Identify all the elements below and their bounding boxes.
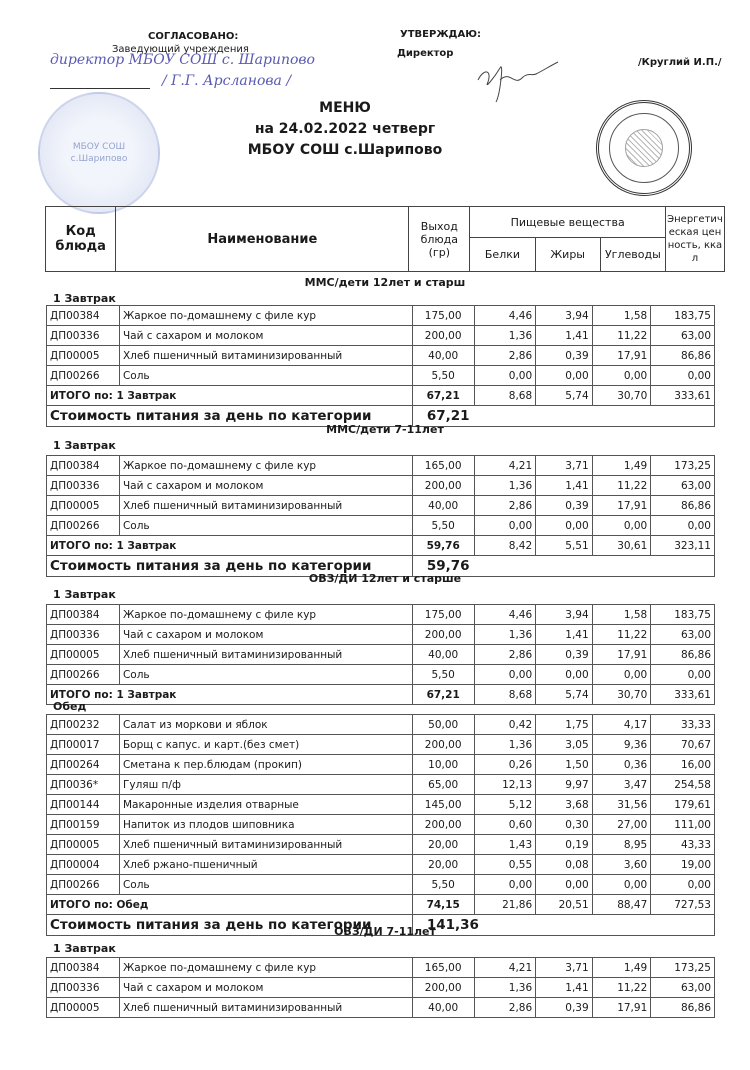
category-title: ММС/дети 12лет и старш [304,276,466,289]
total-fats: 5,74 [536,685,593,705]
dish-proteins: 0,60 [474,815,536,835]
dish-proteins: 4,46 [474,306,536,326]
dish-name: Хлеб пшеничный витаминизированный [119,346,412,366]
dish-output: 65,00 [412,775,474,795]
dish-carbs: 11,22 [592,978,651,998]
header-code: Код блюда [46,207,116,272]
category-title: ММС/дети 7-11лет [326,423,444,436]
header-energy: Энергетическая ценность, ккал [665,207,724,272]
dish-output: 5,50 [412,366,474,386]
dish-carbs: 1,58 [592,306,651,326]
dish-output: 5,50 [412,665,474,685]
dish-carbs: 17,91 [592,645,651,665]
dish-fats: 0,00 [536,516,593,536]
dish-proteins: 0,42 [474,715,536,735]
dish-code: ДП00266 [47,516,120,536]
title-line-1: МЕНЮ [319,100,371,116]
dish-output: 40,00 [412,346,474,366]
dish-name: Напиток из плодов шиповника [119,815,412,835]
dish-proteins: 0,00 [474,665,536,685]
dish-output: 175,00 [412,306,474,326]
total-proteins: 21,86 [474,895,536,915]
dish-code: ДП00266 [47,665,120,685]
dish-carbs: 9,36 [592,735,651,755]
dish-fats: 0,39 [536,496,593,516]
dish-fats: 3,68 [536,795,593,815]
dish-code: ДП00005 [47,998,120,1018]
dish-carbs: 0,00 [592,366,651,386]
dish-proteins: 5,12 [474,795,536,815]
dish-proteins: 2,86 [474,645,536,665]
menu-table-section-4 [46,957,715,1018]
total-label: ИТОГО по: 1 Завтрак [47,386,413,406]
dish-carbs: 17,91 [592,346,651,366]
dish-proteins: 0,00 [474,366,536,386]
menu-table-section-3-breakfast [46,604,715,705]
total-label: ИТОГО по: Обед [47,895,413,915]
dish-output: 165,00 [412,958,474,978]
dish-code: ДП00336 [47,625,120,645]
dish-code: ДП00005 [47,835,120,855]
table-row [47,875,715,895]
dish-output: 5,50 [412,875,474,895]
dish-energy: 19,00 [651,855,715,875]
table-row [47,978,715,998]
table-row [47,855,715,875]
dish-energy: 0,00 [651,875,715,895]
dish-output: 40,00 [412,496,474,516]
dish-proteins: 0,55 [474,855,536,875]
header-carbs: Углеводы [600,238,665,272]
dish-fats: 1,41 [536,978,593,998]
table-row [47,496,715,516]
page-title [195,98,495,161]
title-line-3: МБОУ СОШ с.Шарипово [247,142,443,158]
dish-name: Хлеб пшеничный витаминизированный [119,835,412,855]
total-row [47,685,715,705]
dish-output: 40,00 [412,998,474,1018]
table-row [47,346,715,366]
dish-carbs: 3,60 [592,855,651,875]
total-proteins: 8,68 [474,685,536,705]
dish-carbs: 17,91 [592,998,651,1018]
dish-proteins: 1,36 [474,476,536,496]
total-label: ИТОГО по: 1 Завтрак [47,685,413,705]
dish-energy: 183,75 [651,306,715,326]
dish-code: ДП00159 [47,815,120,835]
dish-fats: 3,05 [536,735,593,755]
handwritten-name: / Г.Г. Арсланова / [162,73,292,89]
table-row [47,306,715,326]
dish-fats: 0,39 [536,998,593,1018]
dish-name: Сметана к пер.блюдам (прокип) [119,755,412,775]
header-name: Наименование [116,207,409,272]
dish-fats: 1,75 [536,715,593,735]
dish-output: 200,00 [412,815,474,835]
header-proteins: Белки [470,238,535,272]
dish-proteins: 1,36 [474,326,536,346]
dish-code: ДП00384 [47,958,120,978]
cost-label: Стоимость питания за день по категории [47,406,413,427]
total-energy: 727,53 [651,895,715,915]
total-energy: 333,61 [651,386,715,406]
dish-fats: 0,30 [536,815,593,835]
dish-name: Чай с сахаром и молоком [119,326,412,346]
meal-title: Обед [53,700,87,713]
approval-right-title: УТВЕРЖДАЮ: [400,29,481,40]
total-row [47,386,715,406]
dish-name: Хлеб пшеничный витаминизированный [119,496,412,516]
meal-title: 1 Завтрак [53,942,116,955]
dish-energy: 86,86 [651,496,715,516]
dish-energy: 63,00 [651,326,715,346]
dish-fats: 3,71 [536,456,593,476]
approval-left-position: Заведующий учреждения [112,44,249,55]
dish-fats: 0,39 [536,346,593,366]
dish-energy: 86,86 [651,998,715,1018]
dish-proteins: 1,36 [474,735,536,755]
dish-code: ДП00017 [47,735,120,755]
dish-name: Гуляш п/ф [119,775,412,795]
dish-proteins: 0,00 [474,875,536,895]
cost-value: 59,76 [412,556,714,577]
dish-fats: 3,71 [536,958,593,978]
dish-name: Чай с сахаром и молоком [119,978,412,998]
dish-fats: 1,50 [536,755,593,775]
dish-energy: 33,33 [651,715,715,735]
dish-energy: 63,00 [651,978,715,998]
dish-code: ДП00384 [47,456,120,476]
dish-fats: 1,41 [536,326,593,346]
dish-carbs: 17,91 [592,496,651,516]
dish-name: Соль [119,665,412,685]
dish-name: Жаркое по-домашнему с филе кур [119,958,412,978]
official-stamp-right [596,100,692,196]
dish-fats: 9,97 [536,775,593,795]
dish-carbs: 0,36 [592,755,651,775]
dish-carbs: 1,49 [592,456,651,476]
cost-value: 141,36 [412,915,714,936]
dish-proteins: 12,13 [474,775,536,795]
dish-proteins: 2,86 [474,346,536,366]
dish-name: Борщ с капус. и карт.(без смет) [119,735,412,755]
dish-name: Жаркое по-домашнему с филе кур [119,456,412,476]
dish-name: Жаркое по-домашнему с филе кур [119,306,412,326]
dish-fats: 0,39 [536,645,593,665]
header-nutrients: Пищевые вещества [470,207,666,238]
dish-proteins: 1,36 [474,978,536,998]
total-fats: 5,51 [536,536,593,556]
total-carbs: 30,70 [592,386,651,406]
dish-energy: 16,00 [651,755,715,775]
dish-code: ДП00336 [47,326,120,346]
dish-output: 10,00 [412,755,474,775]
approval-right-name: /Круглий И.П./ [638,57,722,68]
dish-proteins: 0,00 [474,516,536,536]
menu-table-section-1 [46,305,715,427]
total-fats: 5,74 [536,386,593,406]
menu-table-section-2 [46,455,715,577]
school-stamp-left [38,92,160,214]
dish-energy: 0,00 [651,665,715,685]
menu-table-section-3-lunch [46,714,715,936]
category-title: ОВЗ/ДИ 7-11лет [334,925,436,938]
dish-name: Хлеб пшеничный витаминизированный [119,998,412,1018]
dish-code: ДП0036* [47,775,120,795]
dish-energy: 111,00 [651,815,715,835]
cost-label: Стоимость питания за день по категории [47,915,413,936]
table-row [47,835,715,855]
dish-output: 5,50 [412,516,474,536]
table-row [47,958,715,978]
table-row [47,715,715,735]
dish-name: Макаронные изделия отварные [119,795,412,815]
dish-energy: 70,67 [651,735,715,755]
dish-fats: 0,00 [536,665,593,685]
total-label: ИТОГО по: 1 Завтрак [47,536,413,556]
dish-name: Чай с сахаром и молоком [119,476,412,496]
header-output: Выход блюда (гр) [409,207,470,272]
dish-code: ДП00144 [47,795,120,815]
approval-right-position: Директор [397,48,454,59]
dish-proteins: 0,26 [474,755,536,775]
table-row [47,326,715,346]
dish-carbs: 3,47 [592,775,651,795]
dish-code: ДП00336 [47,476,120,496]
dish-name: Салат из моркови и яблок [119,715,412,735]
dish-output: 50,00 [412,715,474,735]
dish-carbs: 11,22 [592,476,651,496]
dish-output: 145,00 [412,795,474,815]
total-fats: 20,51 [536,895,593,915]
dish-proteins: 1,36 [474,625,536,645]
dish-energy: 0,00 [651,366,715,386]
signature-line [50,88,150,89]
dish-name: Чай с сахаром и молоком [119,625,412,645]
dish-fats: 1,41 [536,625,593,645]
table-row [47,815,715,835]
dish-carbs: 11,22 [592,625,651,645]
dish-proteins: 1,43 [474,835,536,855]
dish-fats: 0,00 [536,875,593,895]
dish-output: 200,00 [412,476,474,496]
total-proteins: 8,42 [474,536,536,556]
dish-code: ДП00232 [47,715,120,735]
dish-proteins: 4,21 [474,958,536,978]
header-fats: Жиры [535,238,600,272]
dish-carbs: 1,49 [592,958,651,978]
dish-energy: 183,75 [651,605,715,625]
dish-carbs: 11,22 [592,326,651,346]
dish-code: ДП00005 [47,346,120,366]
dish-energy: 86,86 [651,645,715,665]
dish-name: Жаркое по-домашнему с филе кур [119,605,412,625]
dish-fats: 3,94 [536,605,593,625]
table-row [47,755,715,775]
title-line-2: на 24.02.2022 четверг [254,121,436,137]
dish-energy: 43,33 [651,835,715,855]
dish-output: 20,00 [412,855,474,875]
total-energy: 333,61 [651,685,715,705]
handwritten-position: директор МБОУ СОШ с. Шарипово [50,52,315,68]
dish-carbs: 0,00 [592,516,651,536]
dish-fats: 0,19 [536,835,593,855]
total-output: 67,21 [412,685,474,705]
dish-output: 40,00 [412,645,474,665]
stamp-text: МБОУ СОШ с.Шарипово [70,142,128,164]
dish-carbs: 0,00 [592,665,651,685]
table-row [47,605,715,625]
table-row [47,775,715,795]
table-row [47,795,715,815]
total-proteins: 8,68 [474,386,536,406]
total-row [47,895,715,915]
total-energy: 323,11 [651,536,715,556]
dish-output: 165,00 [412,456,474,476]
dish-name: Хлеб ржано-пшеничный [119,855,412,875]
dish-code: ДП00266 [47,366,120,386]
dish-energy: 63,00 [651,625,715,645]
total-output: 74,15 [412,895,474,915]
dish-energy: 0,00 [651,516,715,536]
table-row [47,476,715,496]
table-row [47,456,715,476]
dish-name: Соль [119,516,412,536]
dish-proteins: 2,86 [474,496,536,516]
total-output: 59,76 [412,536,474,556]
table-row [47,665,715,685]
category-title: ОВЗ/ДИ 12лет и старше [308,572,462,585]
dish-output: 200,00 [412,978,474,998]
dish-carbs: 1,58 [592,605,651,625]
meal-title: 1 Завтрак [53,439,116,452]
meal-title: 1 Завтрак [53,292,116,305]
dish-code: ДП00005 [47,496,120,516]
dish-energy: 173,25 [651,958,715,978]
dish-code: ДП00264 [47,755,120,775]
dish-output: 200,00 [412,326,474,346]
total-output: 67,21 [412,386,474,406]
dish-output: 200,00 [412,735,474,755]
approval-left-title: СОГЛАСОВАНО: [148,31,239,42]
table-row [47,366,715,386]
total-carbs: 30,70 [592,685,651,705]
total-carbs: 30,61 [592,536,651,556]
dish-fats: 3,94 [536,306,593,326]
dish-code: ДП00384 [47,306,120,326]
dish-code: ДП00005 [47,645,120,665]
total-carbs: 88,47 [592,895,651,915]
table-row [47,516,715,536]
dish-energy: 254,58 [651,775,715,795]
table-row [47,645,715,665]
cost-label: Стоимость питания за день по категории [47,556,413,577]
dish-carbs: 31,56 [592,795,651,815]
dish-carbs: 27,00 [592,815,651,835]
table-row [47,735,715,755]
cost-value: 67,21 [412,406,714,427]
dish-name: Соль [119,875,412,895]
total-row [47,536,715,556]
dish-carbs: 8,95 [592,835,651,855]
dish-energy: 86,86 [651,346,715,366]
dish-proteins: 4,21 [474,456,536,476]
dish-carbs: 4,17 [592,715,651,735]
dish-code: ДП00336 [47,978,120,998]
dish-fats: 0,00 [536,366,593,386]
dish-fats: 1,41 [536,476,593,496]
dish-code: ДП00266 [47,875,120,895]
dish-energy: 173,25 [651,456,715,476]
dish-carbs: 0,00 [592,875,651,895]
dish-energy: 179,61 [651,795,715,815]
dish-code: ДП00384 [47,605,120,625]
table-row [47,998,715,1018]
dish-output: 175,00 [412,605,474,625]
table-row [47,625,715,645]
dish-name: Соль [119,366,412,386]
dish-proteins: 4,46 [474,605,536,625]
dish-output: 20,00 [412,835,474,855]
director-signature [470,50,560,105]
dish-code: ДП00004 [47,855,120,875]
dish-proteins: 2,86 [474,998,536,1018]
dish-fats: 0,08 [536,855,593,875]
menu-table-header [45,206,725,272]
dish-energy: 63,00 [651,476,715,496]
meal-title: 1 Завтрак [53,588,116,601]
dish-name: Хлеб пшеничный витаминизированный [119,645,412,665]
dish-output: 200,00 [412,625,474,645]
